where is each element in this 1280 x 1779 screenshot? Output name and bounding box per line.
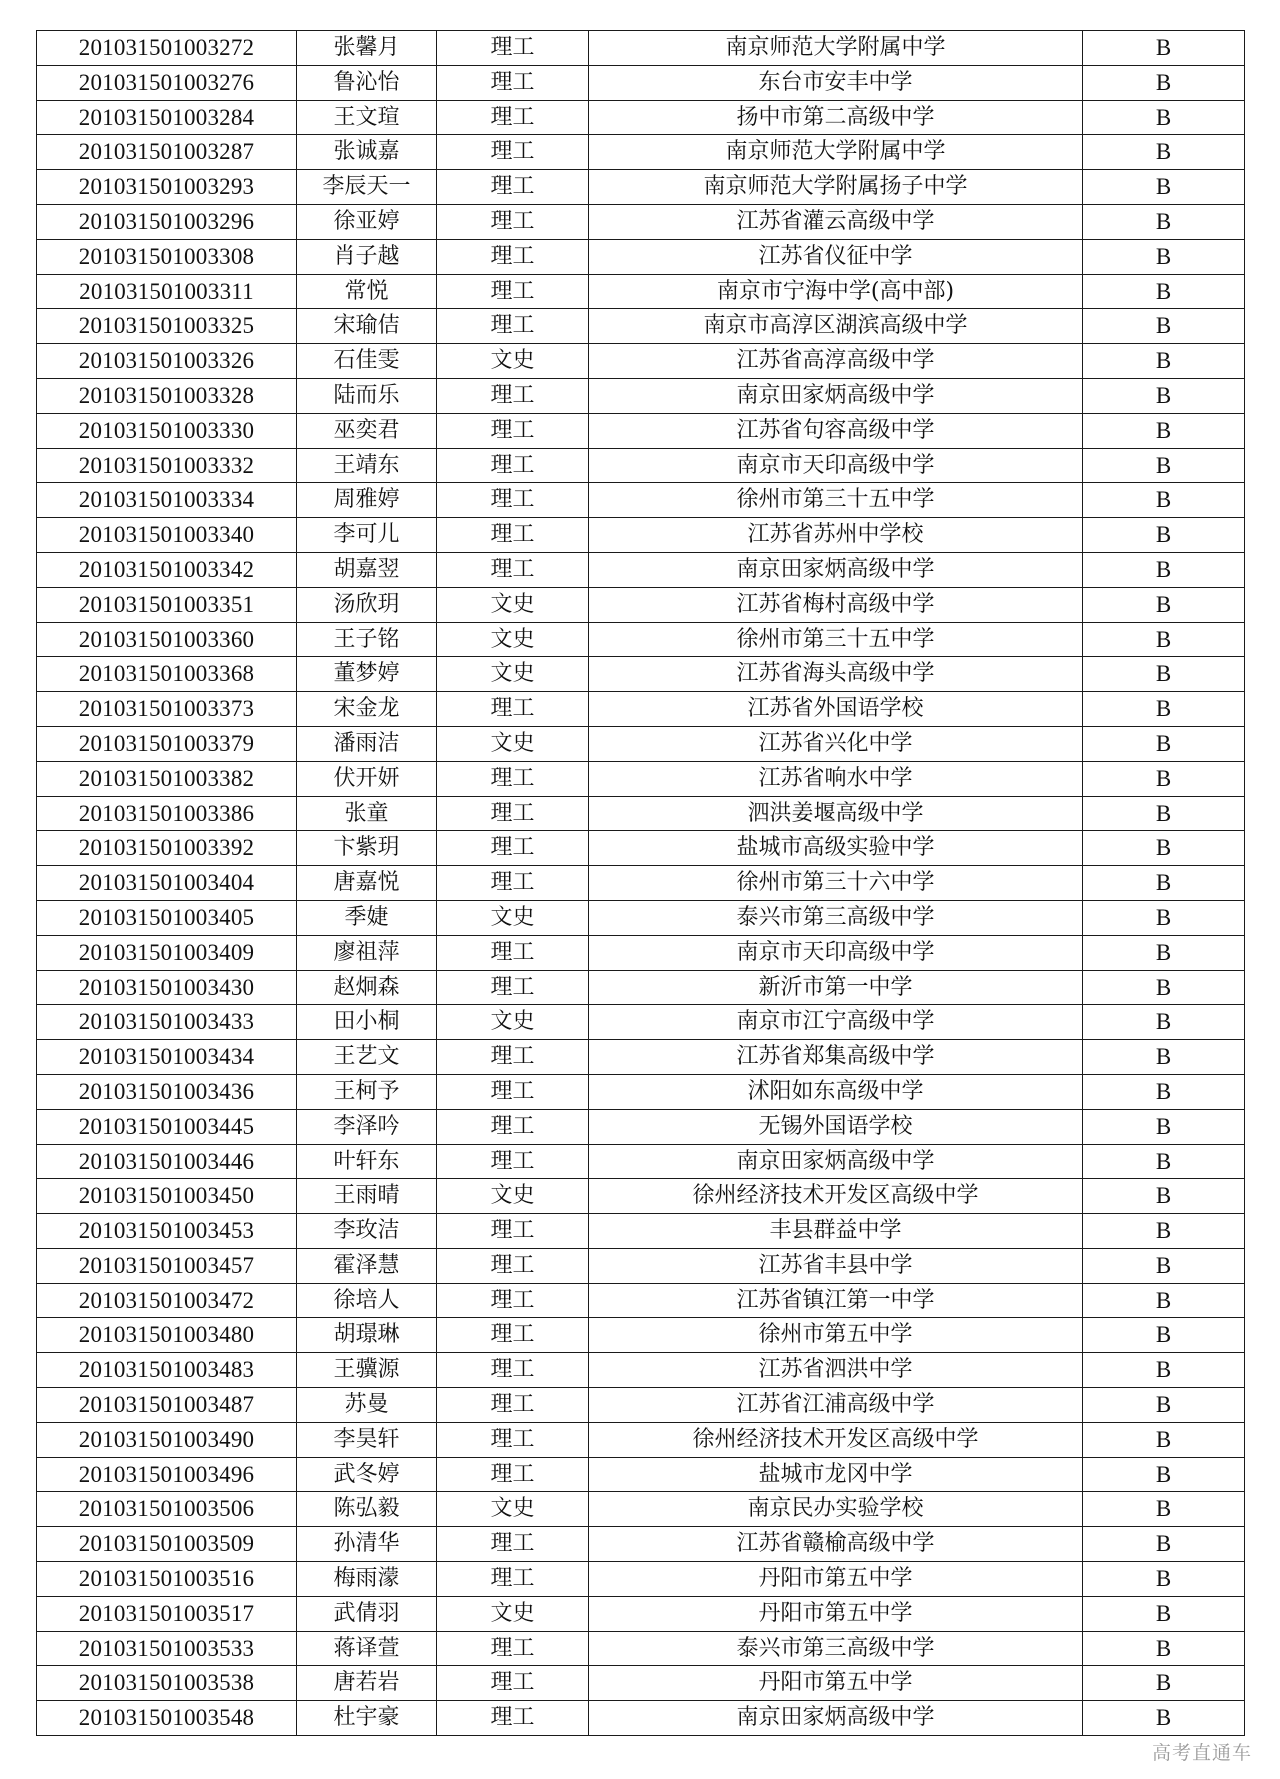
subject-track-cell: 理工 (437, 170, 589, 205)
student-name-cell: 胡璟琳 (297, 1318, 437, 1353)
grade-cell: B (1083, 657, 1245, 692)
candidate-id-cell: 201031501003342 (37, 552, 297, 587)
candidate-id-cell: 201031501003308 (37, 239, 297, 274)
candidate-id-cell: 201031501003487 (37, 1388, 297, 1423)
student-name-cell: 梅雨濛 (297, 1562, 437, 1597)
school-name-cell: 盐城市龙冈中学 (589, 1457, 1083, 1492)
grade-cell: B (1083, 1562, 1245, 1597)
subject-track-cell: 理工 (437, 1527, 589, 1562)
grade-cell: B (1083, 1109, 1245, 1144)
school-name-cell: 南京民办实验学校 (589, 1492, 1083, 1527)
table-row (37, 1214, 1245, 1249)
subject-track-cell: 理工 (437, 135, 589, 170)
grade-cell: B (1083, 204, 1245, 239)
grade-cell: B (1083, 622, 1245, 657)
school-name-cell: 泗洪姜堰高级中学 (589, 796, 1083, 831)
table-row (37, 1701, 1245, 1736)
table-row (37, 518, 1245, 553)
school-name-cell: 江苏省梅村高级中学 (589, 587, 1083, 622)
candidate-id-cell: 201031501003548 (37, 1701, 297, 1736)
school-name-cell: 沭阳如东高级中学 (589, 1074, 1083, 1109)
subject-track-cell: 文史 (437, 1596, 589, 1631)
student-name-cell: 鲁沁怡 (297, 65, 437, 100)
grade-cell: B (1083, 483, 1245, 518)
school-name-cell: 江苏省苏州中学校 (589, 518, 1083, 553)
student-name-cell: 徐亚婷 (297, 204, 437, 239)
student-name-cell: 陈弘毅 (297, 1492, 437, 1527)
table-row (37, 692, 1245, 727)
table-row (37, 657, 1245, 692)
table-row (37, 1353, 1245, 1388)
table-row (37, 344, 1245, 379)
table-row (37, 866, 1245, 901)
student-name-cell: 张诚嘉 (297, 135, 437, 170)
candidate-id-cell: 201031501003434 (37, 1040, 297, 1075)
subject-track-cell: 理工 (437, 1457, 589, 1492)
table-row (37, 552, 1245, 587)
table-row (37, 448, 1245, 483)
grade-cell: B (1083, 1422, 1245, 1457)
school-name-cell: 江苏省丰县中学 (589, 1248, 1083, 1283)
school-name-cell: 南京市高淳区湖滨高级中学 (589, 309, 1083, 344)
school-name-cell: 南京市天印高级中学 (589, 935, 1083, 970)
subject-track-cell: 文史 (437, 900, 589, 935)
table-row (37, 587, 1245, 622)
student-name-cell: 孙清华 (297, 1527, 437, 1562)
grade-cell: B (1083, 1492, 1245, 1527)
subject-track-cell: 理工 (437, 1144, 589, 1179)
subject-track-cell: 理工 (437, 483, 589, 518)
school-name-cell: 徐州经济技术开发区高级中学 (589, 1422, 1083, 1457)
subject-track-cell: 理工 (437, 204, 589, 239)
school-name-cell: 南京田家炳高级中学 (589, 1144, 1083, 1179)
grade-cell: B (1083, 1074, 1245, 1109)
student-name-cell: 田小桐 (297, 1005, 437, 1040)
subject-track-cell: 理工 (437, 448, 589, 483)
grade-cell: B (1083, 866, 1245, 901)
subject-track-cell: 理工 (437, 518, 589, 553)
candidate-id-cell: 201031501003368 (37, 657, 297, 692)
student-name-cell: 苏曼 (297, 1388, 437, 1423)
table-row (37, 900, 1245, 935)
subject-track-cell: 理工 (437, 1701, 589, 1736)
grade-cell: B (1083, 344, 1245, 379)
school-name-cell: 丰县群益中学 (589, 1214, 1083, 1249)
table-row (37, 1596, 1245, 1631)
student-name-cell: 董梦婷 (297, 657, 437, 692)
grade-cell: B (1083, 1666, 1245, 1701)
candidate-id-cell: 201031501003480 (37, 1318, 297, 1353)
school-name-cell: 泰兴市第三高级中学 (589, 1631, 1083, 1666)
candidate-id-cell: 201031501003276 (37, 65, 297, 100)
candidate-id-cell: 201031501003404 (37, 866, 297, 901)
student-name-cell: 巫奕君 (297, 413, 437, 448)
subject-track-cell: 理工 (437, 65, 589, 100)
table-row (37, 1492, 1245, 1527)
grade-cell: B (1083, 65, 1245, 100)
student-name-cell: 廖祖萍 (297, 935, 437, 970)
candidate-id-cell: 201031501003445 (37, 1109, 297, 1144)
table-row (37, 1040, 1245, 1075)
subject-track-cell: 理工 (437, 413, 589, 448)
table-row (37, 1666, 1245, 1701)
student-name-cell: 肖子越 (297, 239, 437, 274)
table-row (37, 170, 1245, 205)
school-name-cell: 南京市江宁高级中学 (589, 1005, 1083, 1040)
candidate-id-cell: 201031501003509 (37, 1527, 297, 1562)
school-name-cell: 丹阳市第五中学 (589, 1666, 1083, 1701)
school-name-cell: 江苏省海头高级中学 (589, 657, 1083, 692)
candidate-id-cell: 201031501003496 (37, 1457, 297, 1492)
grade-cell: B (1083, 413, 1245, 448)
candidate-id-cell: 201031501003360 (37, 622, 297, 657)
subject-track-cell: 理工 (437, 692, 589, 727)
school-name-cell: 南京田家炳高级中学 (589, 378, 1083, 413)
subject-track-cell: 文史 (437, 344, 589, 379)
table-row (37, 1109, 1245, 1144)
candidate-id-cell: 201031501003311 (37, 274, 297, 309)
grade-cell: B (1083, 1353, 1245, 1388)
student-name-cell: 宋金龙 (297, 692, 437, 727)
table-row (37, 31, 1245, 66)
school-name-cell: 江苏省句容高级中学 (589, 413, 1083, 448)
student-name-cell: 王文瑄 (297, 100, 437, 135)
table-row (37, 935, 1245, 970)
grade-cell: B (1083, 1179, 1245, 1214)
grade-cell: B (1083, 587, 1245, 622)
candidate-id-cell: 201031501003433 (37, 1005, 297, 1040)
candidate-id-cell: 201031501003340 (37, 518, 297, 553)
subject-track-cell: 理工 (437, 100, 589, 135)
grade-cell: B (1083, 970, 1245, 1005)
table-row (37, 1562, 1245, 1597)
grade-cell: B (1083, 135, 1245, 170)
grade-cell: B (1083, 552, 1245, 587)
school-name-cell: 江苏省郑集高级中学 (589, 1040, 1083, 1075)
table-row (37, 204, 1245, 239)
table-row (37, 1527, 1245, 1562)
table-row (37, 1248, 1245, 1283)
candidate-id-cell: 201031501003405 (37, 900, 297, 935)
school-name-cell: 江苏省江浦高级中学 (589, 1388, 1083, 1423)
subject-track-cell: 文史 (437, 1005, 589, 1040)
school-name-cell: 江苏省赣榆高级中学 (589, 1527, 1083, 1562)
student-name-cell: 伏开妍 (297, 761, 437, 796)
subject-track-cell: 理工 (437, 1388, 589, 1423)
school-name-cell: 南京市天印高级中学 (589, 448, 1083, 483)
candidate-id-cell: 201031501003328 (37, 378, 297, 413)
table-row (37, 413, 1245, 448)
grade-cell: B (1083, 1318, 1245, 1353)
candidate-id-cell: 201031501003453 (37, 1214, 297, 1249)
school-name-cell: 江苏省灌云高级中学 (589, 204, 1083, 239)
subject-track-cell: 理工 (437, 239, 589, 274)
student-name-cell: 周雅婷 (297, 483, 437, 518)
candidate-id-cell: 201031501003325 (37, 309, 297, 344)
student-name-cell: 常悦 (297, 274, 437, 309)
school-name-cell: 南京师范大学附属中学 (589, 135, 1083, 170)
candidate-id-cell: 201031501003334 (37, 483, 297, 518)
school-name-cell: 江苏省泗洪中学 (589, 1353, 1083, 1388)
student-name-cell: 王骥源 (297, 1353, 437, 1388)
table-row (37, 1388, 1245, 1423)
grade-cell: B (1083, 900, 1245, 935)
student-name-cell: 季婕 (297, 900, 437, 935)
grade-cell: B (1083, 796, 1245, 831)
subject-track-cell: 理工 (437, 1248, 589, 1283)
candidate-id-cell: 201031501003392 (37, 831, 297, 866)
school-name-cell: 无锡外国语学校 (589, 1109, 1083, 1144)
grade-cell: B (1083, 1701, 1245, 1736)
school-name-cell: 南京师范大学附属中学 (589, 31, 1083, 66)
candidate-id-cell: 201031501003284 (37, 100, 297, 135)
school-name-cell: 泰兴市第三高级中学 (589, 900, 1083, 935)
subject-track-cell: 理工 (437, 831, 589, 866)
grade-cell: B (1083, 100, 1245, 135)
grade-cell: B (1083, 935, 1245, 970)
table-row (37, 622, 1245, 657)
watermark-text: 高考直通车 (1151, 1742, 1252, 1764)
subject-track-cell: 理工 (437, 31, 589, 66)
student-name-cell: 李可儿 (297, 518, 437, 553)
student-name-cell: 赵炯森 (297, 970, 437, 1005)
grade-cell: B (1083, 1631, 1245, 1666)
student-name-cell: 王雨晴 (297, 1179, 437, 1214)
student-name-cell: 武冬婷 (297, 1457, 437, 1492)
school-name-cell: 南京师范大学附属扬子中学 (589, 170, 1083, 205)
candidate-id-cell: 201031501003430 (37, 970, 297, 1005)
student-name-cell: 潘雨洁 (297, 726, 437, 761)
subject-track-cell: 理工 (437, 1283, 589, 1318)
student-name-cell: 叶轩东 (297, 1144, 437, 1179)
table-row (37, 239, 1245, 274)
student-name-cell: 徐培人 (297, 1283, 437, 1318)
table-row (37, 100, 1245, 135)
grade-cell: B (1083, 170, 1245, 205)
table-row (37, 483, 1245, 518)
table-row (37, 1318, 1245, 1353)
candidate-id-cell: 201031501003409 (37, 935, 297, 970)
candidate-id-cell: 201031501003516 (37, 1562, 297, 1597)
candidate-id-cell: 201031501003472 (37, 1283, 297, 1318)
grade-cell: B (1083, 1040, 1245, 1075)
table-row (37, 796, 1245, 831)
subject-track-cell: 理工 (437, 552, 589, 587)
grade-cell: B (1083, 1388, 1245, 1423)
grade-cell: B (1083, 1283, 1245, 1318)
grade-cell: B (1083, 448, 1245, 483)
subject-track-cell: 理工 (437, 866, 589, 901)
subject-track-cell: 理工 (437, 1422, 589, 1457)
grade-cell: B (1083, 726, 1245, 761)
subject-track-cell: 理工 (437, 970, 589, 1005)
grade-cell: B (1083, 1527, 1245, 1562)
school-name-cell: 扬中市第二高级中学 (589, 100, 1083, 135)
school-name-cell: 徐州市第三十五中学 (589, 483, 1083, 518)
school-name-cell: 丹阳市第五中学 (589, 1562, 1083, 1597)
table-row (37, 761, 1245, 796)
student-name-cell: 唐若岩 (297, 1666, 437, 1701)
subject-track-cell: 理工 (437, 274, 589, 309)
school-name-cell: 南京田家炳高级中学 (589, 552, 1083, 587)
student-name-cell: 武倩羽 (297, 1596, 437, 1631)
subject-track-cell: 理工 (437, 1074, 589, 1109)
subject-track-cell: 理工 (437, 1318, 589, 1353)
grade-cell: B (1083, 31, 1245, 66)
subject-track-cell: 文史 (437, 1492, 589, 1527)
student-name-cell: 卞紫玥 (297, 831, 437, 866)
grade-cell: B (1083, 761, 1245, 796)
school-name-cell: 徐州市第三十六中学 (589, 866, 1083, 901)
table-row (37, 135, 1245, 170)
school-name-cell: 丹阳市第五中学 (589, 1596, 1083, 1631)
school-name-cell: 南京市宁海中学(高中部) (589, 274, 1083, 309)
subject-track-cell: 文史 (437, 726, 589, 761)
candidate-id-cell: 201031501003330 (37, 413, 297, 448)
student-name-cell: 霍泽慧 (297, 1248, 437, 1283)
candidate-id-cell: 201031501003450 (37, 1179, 297, 1214)
subject-track-cell: 文史 (437, 657, 589, 692)
candidate-id-cell: 201031501003379 (37, 726, 297, 761)
student-name-cell: 王子铭 (297, 622, 437, 657)
subject-track-cell: 理工 (437, 796, 589, 831)
student-name-cell: 张童 (297, 796, 437, 831)
subject-track-cell: 文史 (437, 587, 589, 622)
student-name-cell: 唐嘉悦 (297, 866, 437, 901)
grade-cell: B (1083, 378, 1245, 413)
candidate-id-cell: 201031501003436 (37, 1074, 297, 1109)
grade-cell: B (1083, 1457, 1245, 1492)
subject-track-cell: 理工 (437, 1109, 589, 1144)
school-name-cell: 江苏省响水中学 (589, 761, 1083, 796)
candidate-id-cell: 201031501003483 (37, 1353, 297, 1388)
school-name-cell: 新沂市第一中学 (589, 970, 1083, 1005)
student-name-cell: 杜宇豪 (297, 1701, 437, 1736)
grade-cell: B (1083, 518, 1245, 553)
student-name-cell: 王柯予 (297, 1074, 437, 1109)
school-name-cell: 徐州市第三十五中学 (589, 622, 1083, 657)
subject-track-cell: 理工 (437, 1562, 589, 1597)
candidate-id-cell: 201031501003517 (37, 1596, 297, 1631)
grade-cell: B (1083, 831, 1245, 866)
grade-cell: B (1083, 1214, 1245, 1249)
subject-track-cell: 理工 (437, 309, 589, 344)
results-sheet (36, 30, 1244, 1736)
candidate-id-cell: 201031501003506 (37, 1492, 297, 1527)
student-name-cell: 李泽吟 (297, 1109, 437, 1144)
table-row (37, 1005, 1245, 1040)
table-row (37, 274, 1245, 309)
subject-track-cell: 理工 (437, 1666, 589, 1701)
school-name-cell: 徐州市第五中学 (589, 1318, 1083, 1353)
student-name-cell: 王艺文 (297, 1040, 437, 1075)
candidate-id-cell: 201031501003332 (37, 448, 297, 483)
grade-cell: B (1083, 274, 1245, 309)
subject-track-cell: 理工 (437, 1631, 589, 1666)
school-name-cell: 东台市安丰中学 (589, 65, 1083, 100)
student-name-cell: 李辰天一 (297, 170, 437, 205)
grade-cell: B (1083, 309, 1245, 344)
candidate-id-cell: 201031501003293 (37, 170, 297, 205)
candidate-id-cell: 201031501003272 (37, 31, 297, 66)
candidate-id-cell: 201031501003533 (37, 1631, 297, 1666)
table-row (37, 831, 1245, 866)
table-row (37, 309, 1245, 344)
table-row (37, 1283, 1245, 1318)
student-name-cell: 李玫洁 (297, 1214, 437, 1249)
student-name-cell: 李昊轩 (297, 1422, 437, 1457)
school-name-cell: 江苏省仪征中学 (589, 239, 1083, 274)
student-table (36, 30, 1245, 1736)
subject-track-cell: 文史 (437, 1179, 589, 1214)
candidate-id-cell: 201031501003386 (37, 796, 297, 831)
student-name-cell: 汤欣玥 (297, 587, 437, 622)
school-name-cell: 江苏省镇江第一中学 (589, 1283, 1083, 1318)
candidate-id-cell: 201031501003457 (37, 1248, 297, 1283)
student-name-cell: 陆而乐 (297, 378, 437, 413)
school-name-cell: 徐州经济技术开发区高级中学 (589, 1179, 1083, 1214)
table-row (37, 1144, 1245, 1179)
table-row (37, 378, 1245, 413)
student-name-cell: 胡嘉翌 (297, 552, 437, 587)
candidate-id-cell: 201031501003373 (37, 692, 297, 727)
student-name-cell: 石佳雯 (297, 344, 437, 379)
student-name-cell: 张馨月 (297, 31, 437, 66)
grade-cell: B (1083, 1248, 1245, 1283)
school-name-cell: 南京田家炳高级中学 (589, 1701, 1083, 1736)
table-row (37, 65, 1245, 100)
grade-cell: B (1083, 1005, 1245, 1040)
school-name-cell: 江苏省外国语学校 (589, 692, 1083, 727)
subject-track-cell: 理工 (437, 1214, 589, 1249)
subject-track-cell: 理工 (437, 1353, 589, 1388)
candidate-id-cell: 201031501003296 (37, 204, 297, 239)
school-name-cell: 江苏省高淳高级中学 (589, 344, 1083, 379)
subject-track-cell: 理工 (437, 761, 589, 796)
candidate-id-cell: 201031501003351 (37, 587, 297, 622)
grade-cell: B (1083, 1144, 1245, 1179)
grade-cell: B (1083, 239, 1245, 274)
student-name-cell: 蒋译萱 (297, 1631, 437, 1666)
student-table-body (37, 31, 1245, 1736)
school-name-cell: 盐城市高级实验中学 (589, 831, 1083, 866)
student-name-cell: 王靖东 (297, 448, 437, 483)
subject-track-cell: 理工 (437, 935, 589, 970)
subject-track-cell: 理工 (437, 378, 589, 413)
grade-cell: B (1083, 1596, 1245, 1631)
candidate-id-cell: 201031501003382 (37, 761, 297, 796)
subject-track-cell: 理工 (437, 1040, 589, 1075)
candidate-id-cell: 201031501003287 (37, 135, 297, 170)
school-name-cell: 江苏省兴化中学 (589, 726, 1083, 761)
candidate-id-cell: 201031501003446 (37, 1144, 297, 1179)
table-row (37, 1422, 1245, 1457)
table-row (37, 970, 1245, 1005)
candidate-id-cell: 201031501003490 (37, 1422, 297, 1457)
table-row (37, 1074, 1245, 1109)
table-row (37, 726, 1245, 761)
grade-cell: B (1083, 692, 1245, 727)
candidate-id-cell: 201031501003538 (37, 1666, 297, 1701)
table-row (37, 1179, 1245, 1214)
table-row (37, 1631, 1245, 1666)
subject-track-cell: 文史 (437, 622, 589, 657)
table-row (37, 1457, 1245, 1492)
candidate-id-cell: 201031501003326 (37, 344, 297, 379)
student-name-cell: 宋瑜佶 (297, 309, 437, 344)
